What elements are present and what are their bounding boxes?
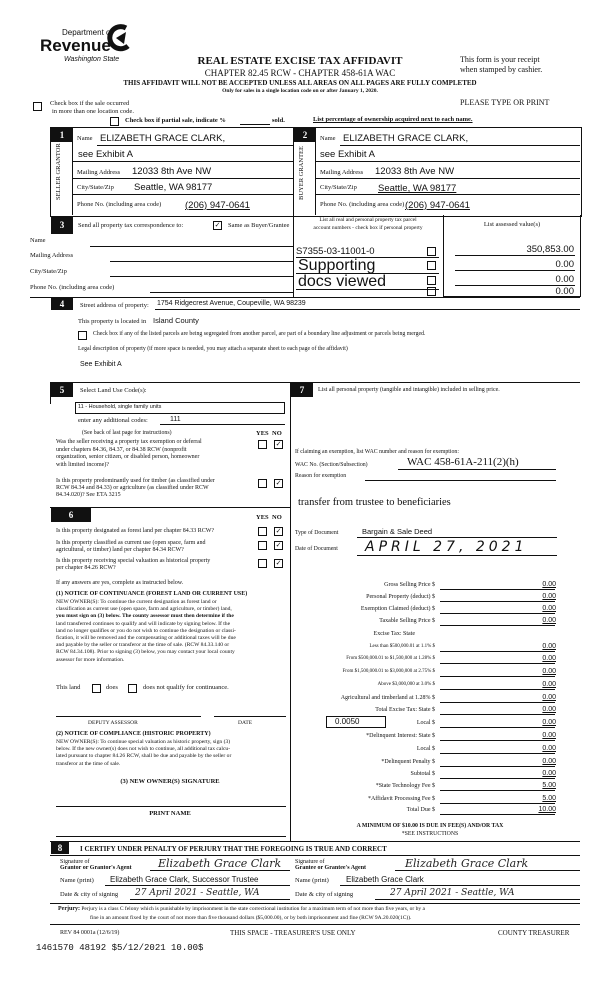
wac-label: WAC No. (Section/Subsection) bbox=[295, 462, 368, 468]
county-treasurer-label: COUNTY TREASURER bbox=[498, 929, 570, 937]
rule bbox=[440, 613, 555, 614]
text-line: land transferred continues to qualify and will indicate by signing below. If the bbox=[56, 620, 231, 627]
question-historic bbox=[56, 558, 210, 572]
rule bbox=[440, 727, 555, 728]
grantee-signature[interactable]: Elizabeth Grace Clark bbox=[405, 857, 529, 870]
label-line: Grantor or Grantor's Agent bbox=[60, 865, 132, 871]
phone-label: Phone No. (including area code) bbox=[320, 201, 405, 208]
question-current-use bbox=[56, 540, 205, 554]
corr-phone-label: Phone No. (including area code) bbox=[30, 284, 115, 291]
legal-description-label: Legal description of property (if more space is needed, you may attach a separate sheet to each page of the affidavit) bbox=[78, 346, 348, 352]
tax-row-label: Above $3,000,000 at 3.0% $ bbox=[377, 682, 435, 687]
rule bbox=[395, 870, 580, 871]
timber-yes-checkbox[interactable] bbox=[258, 479, 267, 488]
no-header: NO bbox=[272, 430, 282, 437]
corr-name-field[interactable] bbox=[90, 246, 293, 247]
tax-row-label: Less than $500,000.01 at 1.1% $ bbox=[369, 644, 435, 649]
see-instructions: *SEE INSTRUCTIONS bbox=[401, 831, 459, 837]
q-line: with limited income)? bbox=[56, 461, 109, 468]
q-line: RCW 84.34 and 84.33) or agriculture (as classified under RCW bbox=[56, 485, 209, 491]
name-label: Name bbox=[320, 135, 336, 142]
date-city-label: Date & city of signing bbox=[295, 891, 354, 898]
current-use-yes-checkbox[interactable] bbox=[258, 541, 267, 550]
text-line: assessor for more information. bbox=[56, 656, 125, 663]
property-street[interactable]: 1754 Ridgecrest Avenue, Coupeville, WA 98239 bbox=[157, 300, 306, 307]
document-type[interactable]: Bargain & Sale Deed bbox=[362, 527, 433, 536]
corr-city-label: City/State/Zip bbox=[30, 268, 67, 275]
text-line: transferor at the time of sale. bbox=[56, 760, 121, 767]
perjury-text-2: fine in an amount fixed by the court of not more than five thousand dollars ($5,000.00), or by both imprisonment and fine (RCW 9A.20.020(1C)). bbox=[90, 915, 412, 921]
grantor-print-name[interactable]: Elizabeth Grace Clark, Successor Trustee bbox=[110, 875, 259, 884]
assessed-value[interactable]: 0.00 bbox=[555, 286, 574, 297]
personal-property-checkbox[interactable] bbox=[427, 261, 436, 270]
land-use-label: Select Land Use Code(s): bbox=[80, 387, 147, 394]
continuance-title: (1) NOTICE OF CONTINUANCE (FOREST LAND OR CURRENT USE) bbox=[56, 591, 248, 597]
please-type: PLEASE TYPE OR PRINT bbox=[460, 98, 550, 107]
same-as-buyer-checkbox[interactable]: ✓ bbox=[214, 221, 221, 229]
tax-row-value[interactable]: 0.00 bbox=[542, 581, 556, 588]
q-line: agricultural, or timber) land per chapter 84.34 RCW? bbox=[56, 547, 184, 553]
seller-city[interactable]: Seattle, WA 98177 bbox=[134, 182, 213, 193]
logo-state: Washington State bbox=[64, 56, 120, 63]
form-only-for: Only for sales in a single location code on or after January 1, 2020. bbox=[222, 88, 378, 94]
rule bbox=[357, 555, 557, 556]
tax-row-label: Gross Selling Price $ bbox=[384, 582, 435, 588]
date-city-label: Date & city of signing bbox=[60, 891, 119, 898]
certify-statement: I CERTIFY UNDER PENALTY OF PERJURY THAT THE FOREGOING IS TRUE AND CORRECT bbox=[80, 845, 387, 853]
section-number: 6 bbox=[51, 508, 91, 522]
exemption-no-checkbox[interactable]: ✓ bbox=[275, 440, 282, 448]
assessed-value[interactable]: 0.00 bbox=[555, 259, 574, 270]
assessed-value[interactable]: 0.00 bbox=[555, 274, 574, 285]
grantee-print-name[interactable]: Elizabeth Grace Clark bbox=[346, 875, 424, 884]
tax-row-value[interactable]: 5.00 bbox=[542, 795, 556, 802]
this-land-label: This land bbox=[56, 684, 81, 691]
exemption-label: If claiming an exemption, list WAC number and reason for exemption: bbox=[295, 449, 459, 455]
tax-row-label: Excise Tax: State bbox=[373, 631, 415, 637]
local-rate: 0.0050 bbox=[335, 717, 360, 726]
divider bbox=[50, 841, 580, 842]
corr-address-label: Mailing Address bbox=[30, 252, 74, 259]
q-line: under chapters 84.36, 84.37, or 84.38 RCW (nonprofit bbox=[56, 446, 187, 453]
rule bbox=[455, 270, 575, 271]
text-line: land no longer qualifies or you do not wish to continue the designation or classi- bbox=[56, 627, 236, 634]
grantor-signature[interactable]: Elizabeth Grace Clark bbox=[158, 857, 282, 870]
tax-row-value[interactable]: 0.00 bbox=[542, 719, 556, 726]
tax-row-value[interactable]: 0.00 bbox=[542, 706, 556, 713]
sold-label: sold. bbox=[272, 117, 285, 124]
city-label: City/State/Zip bbox=[320, 184, 357, 191]
tax-row-label: Local $ bbox=[416, 720, 435, 726]
rule bbox=[375, 899, 580, 900]
corr-city-field[interactable] bbox=[110, 276, 293, 277]
tax-row-label: Agricultural and timberland at 1.28% $ bbox=[340, 695, 435, 701]
legal-description[interactable]: See Exhibit A bbox=[80, 361, 122, 368]
deputy-assessor-line[interactable] bbox=[56, 716, 201, 717]
rule bbox=[440, 803, 555, 804]
q-line: 84.34.020)? See ETA 3215 bbox=[56, 492, 121, 498]
rule bbox=[315, 178, 580, 179]
doc-date-label: Date of Document bbox=[295, 546, 338, 552]
label-line: Signature of bbox=[60, 859, 90, 865]
text-line: you must sign on (3) below. The county assessor must then determine if the bbox=[56, 613, 234, 620]
tax-row-value[interactable]: 0.00 bbox=[542, 770, 556, 777]
land-use-code: 11 - Household, single family units bbox=[78, 404, 162, 410]
section-number: 1 bbox=[51, 128, 73, 142]
property-county[interactable]: Island County bbox=[153, 316, 199, 325]
rule bbox=[72, 178, 293, 179]
rule bbox=[440, 778, 555, 779]
tax-row-label: *Delinquent Penalty $ bbox=[381, 759, 435, 765]
minimum-due-note: A MINIMUM OF $10.00 IS DUE IN FEE(S) AND/OR TAX bbox=[356, 823, 504, 829]
rule bbox=[150, 870, 290, 871]
corr-name-label: Name bbox=[30, 237, 46, 244]
logo-dept-line: Department of bbox=[62, 28, 113, 37]
tax-row-value[interactable]: 0.00 bbox=[542, 617, 556, 624]
same-as-buyer-label: Same as Buyer/Grantee bbox=[228, 222, 290, 229]
does-qualify-checkbox[interactable] bbox=[92, 684, 101, 693]
segregated-checkbox[interactable] bbox=[78, 331, 87, 340]
print-name-line[interactable] bbox=[56, 836, 286, 837]
buyer-address[interactable]: 12033 8th Ave NW bbox=[375, 166, 455, 177]
doc-type-label: Type of Document bbox=[295, 530, 339, 536]
parcel-header: List all real and personal property tax parcel bbox=[319, 217, 417, 223]
forest-yes-checkbox[interactable] bbox=[258, 527, 267, 536]
rule bbox=[455, 255, 575, 256]
exemption-reason[interactable]: transfer from trustee to beneficiaries bbox=[298, 497, 451, 508]
rule bbox=[440, 651, 555, 652]
corr-address-field[interactable] bbox=[110, 261, 293, 262]
rule bbox=[440, 663, 555, 664]
tax-row-label: *Affidavit Processing Fee $ bbox=[367, 796, 435, 802]
rule bbox=[340, 885, 580, 886]
rule bbox=[340, 145, 580, 146]
local-rate-field[interactable] bbox=[326, 716, 386, 728]
historic-yes-checkbox[interactable] bbox=[258, 559, 267, 568]
divider bbox=[580, 215, 581, 297]
continuance-text bbox=[56, 599, 236, 664]
tax-row-value[interactable]: 0.00 bbox=[542, 605, 556, 612]
tax-row-label: From $1,500,000.01 to $3,000,000 at 2.75% $ bbox=[342, 669, 435, 674]
rule bbox=[296, 289, 439, 290]
section-number: 2 bbox=[294, 128, 316, 142]
name-print-label: Name (print) bbox=[295, 877, 329, 884]
send-correspondence-label: Send all property tax correspondence to: bbox=[78, 222, 184, 229]
additional-codes-label: enter any additional codes: bbox=[78, 417, 148, 424]
section-number: 3 bbox=[51, 216, 73, 234]
personal-property-label: List all personal property (tangible and intangible) included in selling price. bbox=[318, 387, 500, 393]
personal-property-checkbox[interactable] bbox=[427, 276, 436, 285]
text-line: and payable by the seller or transferor at the time of sale. (RCW 84.33.140 or bbox=[56, 642, 230, 649]
city-label: City/State/Zip bbox=[77, 184, 114, 191]
tax-row-label: Local $ bbox=[416, 746, 435, 752]
street-label: Street address of property: bbox=[80, 302, 149, 309]
if-yes-note: If any answers are yes, complete as instructed below. bbox=[56, 580, 184, 586]
divider bbox=[293, 127, 294, 297]
wac-number[interactable]: WAC 458-61A-211(2)(h) bbox=[407, 456, 519, 468]
rule bbox=[440, 766, 555, 767]
divider bbox=[50, 924, 580, 925]
section-number: 8 bbox=[51, 842, 69, 854]
seller-name-line2[interactable]: see Exhibit A bbox=[78, 149, 133, 160]
segregated-label: Check box if any of the listed parcels are being segregated from another parcel, are part of a boundary line adjustment or parcels being merged. bbox=[93, 331, 426, 337]
rule bbox=[72, 194, 293, 195]
tax-row-label: Personal Property (deduct) $ bbox=[366, 594, 435, 600]
phone-label: Phone No. (including area code) bbox=[77, 201, 162, 208]
cashier-stamp: 1461570 48192 $5/12/2021 10.00$ bbox=[36, 943, 204, 953]
q-line: Is this property predominantly used for timber (as classified under bbox=[56, 478, 215, 484]
text-line: below. If the new owner(s) does not wish to continue, all additional tax calcu- bbox=[56, 746, 231, 753]
tax-row-label: From $500,000.01 to $1,500,000 at 1.28% $ bbox=[346, 656, 435, 661]
no-header: NO bbox=[272, 514, 282, 521]
question-exemption bbox=[56, 439, 202, 469]
parcel-number[interactable]: docs viewed bbox=[298, 273, 387, 290]
grantor-date-city[interactable]: 27 April 2021 - Seattle, WA bbox=[135, 888, 260, 898]
tax-row-value[interactable]: 0.00 bbox=[542, 681, 556, 688]
label-line: Grantee or Grantee's Agent bbox=[295, 865, 367, 871]
reason-label: Reason for exemption bbox=[295, 473, 347, 479]
tax-row-value[interactable]: 0.00 bbox=[542, 694, 556, 701]
buyer-name[interactable]: ELIZABETH GRACE CLARK, bbox=[343, 133, 469, 144]
land-use-select[interactable] bbox=[75, 402, 285, 414]
multi-location-label: Check box if the sale occurred bbox=[50, 100, 130, 107]
q-line: organization, senior citizen, or disabled person, homeowner bbox=[56, 454, 200, 460]
personal-property-checkbox[interactable] bbox=[427, 287, 436, 296]
current-use-no-checkbox[interactable]: ✓ bbox=[275, 541, 282, 549]
compliance-title: (2) NOTICE OF COMPLIANCE (HISTORIC PROPERTY) bbox=[56, 731, 211, 737]
parcel-header-2: account numbers - check box if personal property bbox=[313, 225, 423, 231]
form-chapter: CHAPTER 82.45 RCW - CHAPTER 458-61A WAC bbox=[204, 68, 396, 78]
q-line: per chapter 84.26 RCW? bbox=[56, 565, 116, 571]
rule bbox=[440, 625, 555, 626]
parcel-number[interactable]: S7355-03-11001-0 bbox=[296, 246, 375, 257]
rule bbox=[97, 145, 293, 146]
rule bbox=[315, 194, 580, 195]
receipt-note: This form is your receipt bbox=[460, 55, 540, 64]
rule bbox=[440, 601, 555, 602]
rule bbox=[160, 424, 285, 425]
text-line: NEW OWNER(S): To continue special valuation as historic property, sign (3) bbox=[56, 739, 231, 745]
assessed-header: List assessed value(s) bbox=[483, 221, 541, 228]
date-line[interactable] bbox=[214, 716, 286, 717]
rule bbox=[130, 899, 290, 900]
new-owner-signature-label: (3) NEW OWNER(S) SIGNATURE bbox=[120, 778, 220, 785]
question-timber bbox=[56, 478, 215, 499]
divider bbox=[30, 297, 580, 298]
logo-mark-icon bbox=[106, 24, 132, 52]
rule bbox=[440, 714, 555, 715]
tax-row-value[interactable]: 5.00 bbox=[542, 782, 556, 789]
rule bbox=[155, 309, 580, 310]
text-line: classification as current use (open space, farm and agriculture, or timber) land, bbox=[56, 606, 232, 613]
rule bbox=[440, 740, 555, 741]
tax-row-label: Taxable Selling Price $ bbox=[379, 618, 435, 624]
tax-row-value[interactable]: 0.00 bbox=[542, 745, 556, 752]
perjury-label: Perjury: bbox=[58, 906, 80, 912]
grantor-sig-label bbox=[60, 859, 132, 871]
list-pct-label: List percentage of ownership acquired next to each name. bbox=[313, 116, 473, 123]
section-number: 5 bbox=[51, 383, 73, 397]
form-revision: REV 84 0001a (12/6/19) bbox=[60, 930, 120, 936]
multi-location-checkbox[interactable] bbox=[33, 102, 42, 111]
does-not-qualify-checkbox[interactable] bbox=[128, 684, 137, 693]
parcel-number[interactable]: Supporting bbox=[298, 257, 376, 274]
buyer-city[interactable]: Seattle, WA 98177 bbox=[378, 183, 457, 194]
tax-row-label: Total Excise Tax: State $ bbox=[375, 707, 435, 713]
tax-row-value[interactable]: 10.00 bbox=[538, 806, 556, 813]
seller-grantor-label: SELLER GRANTOR bbox=[55, 143, 62, 200]
section-number: 4 bbox=[51, 298, 73, 310]
mailing-address-label: Mailing Address bbox=[77, 169, 121, 176]
tax-row-value[interactable]: 0.00 bbox=[542, 593, 556, 600]
tax-row-value[interactable]: 0.00 bbox=[542, 732, 556, 739]
grantee-sig-label bbox=[295, 859, 366, 871]
tax-row-value[interactable]: 0.00 bbox=[542, 758, 556, 765]
rule bbox=[440, 689, 555, 690]
form-title: REAL ESTATE EXCISE TAX AFFIDAVIT bbox=[197, 55, 403, 67]
q-line: Is this property classified as current use (open space, farm and bbox=[56, 540, 206, 546]
perjury-text: Perjury is a class C felony which is punishable by imprisonment in the state correctional institution for a maximum term of not more than five years, or by a bbox=[81, 906, 425, 912]
rule bbox=[365, 480, 556, 481]
rule bbox=[398, 469, 556, 470]
seller-name[interactable]: ELIZABETH GRACE CLARK, bbox=[100, 133, 226, 144]
q-line: Is this property receiving special valuation as historical property bbox=[56, 558, 211, 564]
additional-codes[interactable]: 111 bbox=[170, 416, 181, 423]
multi-location-label-2: in more than one location code. bbox=[52, 108, 134, 115]
form-warning: THIS AFFIDAVIT WILL NOT BE ACCEPTED UNLESS ALL AREAS ON ALL PAGES ARE FULLY COMPLETED bbox=[123, 79, 477, 87]
rule bbox=[315, 161, 580, 162]
partial-pct-field[interactable] bbox=[240, 124, 270, 125]
divider bbox=[290, 382, 291, 842]
tax-row-label: Exemption Claimed (deduct) $ bbox=[360, 606, 435, 612]
does-not-label: does not qualify for continuance. bbox=[143, 684, 229, 691]
buyer-phone[interactable]: (206) 947-0641 bbox=[405, 200, 470, 211]
divider bbox=[50, 382, 580, 383]
located-label: This property is located in bbox=[78, 318, 147, 325]
partial-sale-checkbox[interactable] bbox=[110, 117, 119, 126]
date-label: DATE bbox=[238, 720, 253, 726]
receipt-note-2: when stamped by cashier. bbox=[460, 65, 543, 74]
divider bbox=[50, 903, 580, 904]
q-line: Was the seller receiving a property tax exemption or deferral bbox=[56, 439, 202, 445]
yes-header: YES bbox=[256, 430, 269, 437]
does-label: does bbox=[106, 684, 118, 691]
tax-row-label: Total Due $ bbox=[406, 807, 435, 813]
grantee-date-city[interactable]: 27 April 2021 - Seattle, WA bbox=[390, 888, 515, 898]
question-forest: Is this property designated as forest land per chapter 84.33 RCW? bbox=[56, 528, 215, 534]
rule bbox=[440, 702, 555, 703]
exemption-yes-checkbox[interactable] bbox=[258, 440, 267, 449]
rule bbox=[440, 589, 555, 590]
rule bbox=[440, 790, 555, 791]
print-name-label: PRINT NAME bbox=[149, 810, 191, 817]
rule bbox=[357, 537, 557, 538]
rule bbox=[440, 814, 555, 815]
name-label: Name bbox=[77, 135, 93, 142]
new-owner-signature-line[interactable] bbox=[56, 806, 286, 807]
rule bbox=[440, 753, 555, 754]
text-line: lated pursuant to chapter 84.26 RCW, shall be due and payable by the seller or bbox=[56, 753, 232, 760]
mailing-address-label: Mailing Address bbox=[320, 169, 364, 176]
partial-sale-label: Check box if partial sale, indicate % bbox=[125, 117, 226, 124]
treasurer-use-label: THIS SPACE - TREASURER'S USE ONLY bbox=[230, 929, 356, 937]
text-line: fication, it will be removed and the compensating or additional taxes will be due bbox=[56, 635, 236, 642]
buyer-name-line2[interactable]: see Exhibit A bbox=[320, 149, 375, 160]
corr-phone-field[interactable] bbox=[150, 292, 293, 293]
tax-row-label: Subtotal $ bbox=[410, 771, 435, 777]
see-back-note: (See back of last page for instructions) bbox=[82, 430, 172, 436]
tax-row-label: *State Technology Fee $ bbox=[375, 783, 435, 789]
tax-row-value[interactable]: 0.00 bbox=[542, 668, 556, 675]
timber-no-checkbox[interactable]: ✓ bbox=[275, 479, 282, 487]
tax-row-value[interactable]: 0.00 bbox=[542, 655, 556, 662]
rule bbox=[105, 885, 290, 886]
rule bbox=[72, 161, 293, 162]
seller-phone[interactable]: (206) 947-0641 bbox=[185, 200, 250, 211]
compliance-text bbox=[56, 739, 231, 768]
buyer-grantee-label: BUYER GRANTEE bbox=[298, 146, 305, 200]
logo-revenue: Revenue bbox=[40, 36, 111, 55]
text-line: RCW 84.34.108). Prior to signing (3) below, you may contact your local county bbox=[56, 649, 235, 656]
divider bbox=[50, 855, 580, 856]
document-date[interactable]: APRIL 27, 2021 bbox=[365, 539, 528, 555]
label-line: Signature of bbox=[295, 859, 325, 865]
text-line: NEW OWNER(S): To continue the current designation as forest land or bbox=[56, 599, 217, 605]
tax-row-value[interactable]: 0.00 bbox=[542, 643, 556, 650]
name-print-label: Name (print) bbox=[60, 877, 94, 884]
personal-property-checkbox[interactable] bbox=[427, 247, 436, 256]
rule bbox=[440, 676, 555, 677]
historic-no-checkbox[interactable]: ✓ bbox=[275, 559, 282, 567]
forest-no-checkbox[interactable]: ✓ bbox=[275, 527, 282, 535]
section-number: 7 bbox=[291, 383, 313, 397]
yes-header: YES bbox=[256, 514, 269, 521]
seller-address[interactable]: 12033 8th Ave NW bbox=[132, 166, 212, 177]
deputy-assessor-label: DEPUTY ASSESSOR bbox=[88, 720, 138, 726]
assessed-value[interactable]: 350,853.00 bbox=[526, 244, 574, 255]
tax-row-label: *Delinquent Interest: State $ bbox=[366, 733, 435, 739]
